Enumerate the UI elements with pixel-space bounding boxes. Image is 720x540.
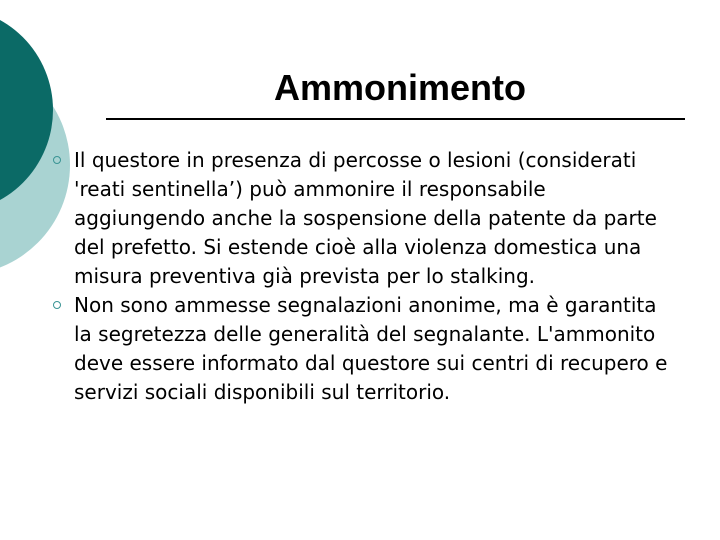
slide-title: Ammonimento	[274, 67, 526, 108]
bullet-item	[40, 291, 670, 407]
bullet-text: Non sono ammesse segnalazioni anonime, ma è garantita la segretezza delle generalità del segnalante. L'ammonito deve essere informato dal questore sui centri di recupero e servizi sociali disponibili sul territorio.	[74, 293, 668, 404]
bullet-list	[40, 146, 670, 407]
title-underline	[106, 118, 685, 120]
bullet-item	[40, 146, 670, 291]
bullet-ring-icon	[53, 156, 61, 164]
bullet-text: Il questore in presenza di percosse o lesioni (considerati 'reati sentinella’) può ammonire il responsabile aggiungendo anche la sospensione della patente da parte del prefetto. Si estende cioè alla violenza domestica una misura preventiva già prevista per lo stalking.	[74, 148, 657, 288]
bullet-ring-icon	[53, 301, 61, 309]
